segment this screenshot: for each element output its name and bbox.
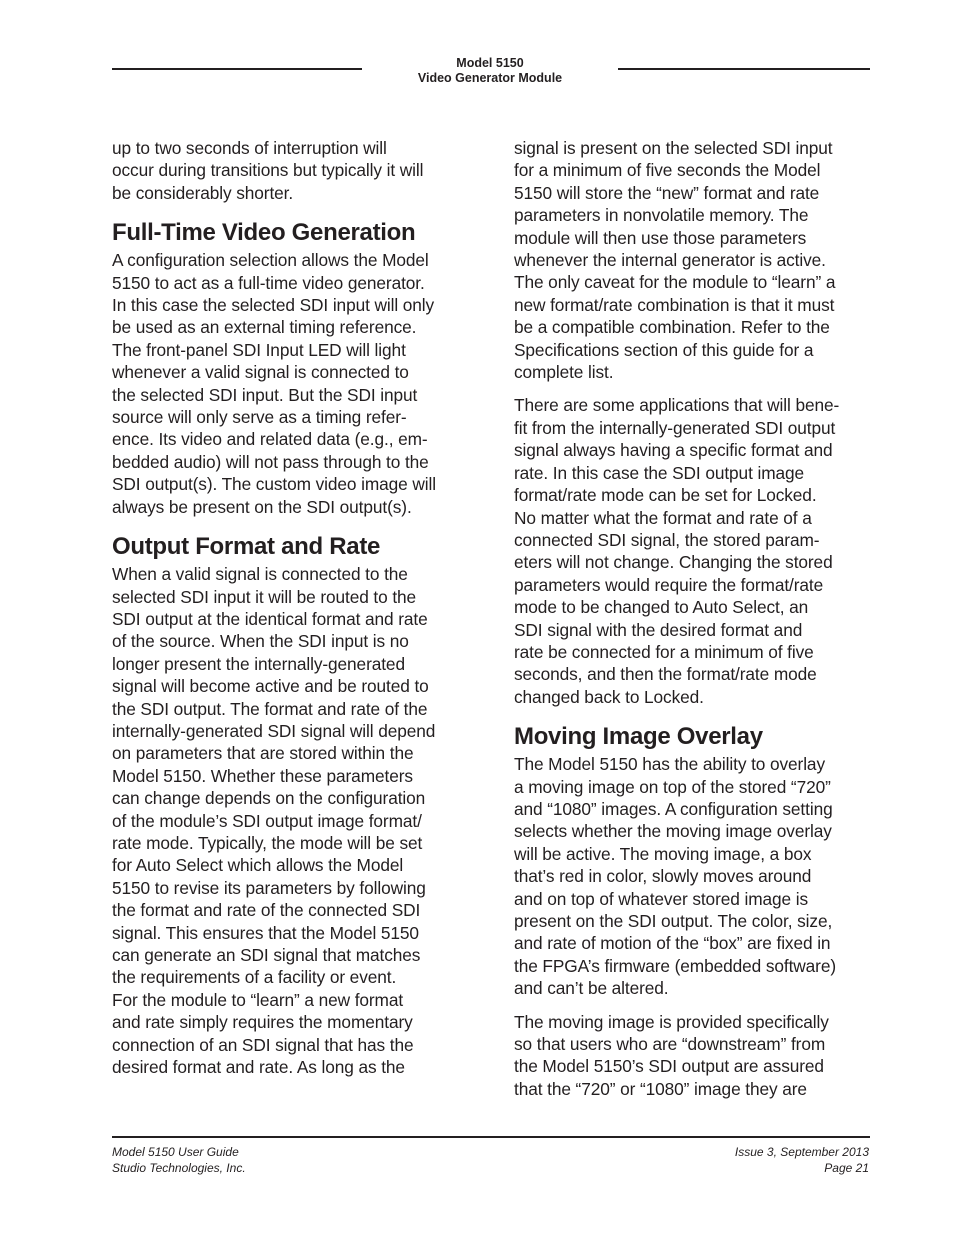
footer-guide-title: Model 5150 User Guide	[112, 1145, 239, 1159]
text-line: signal will become active and be routed to	[112, 676, 429, 697]
footer-rule	[112, 1136, 870, 1138]
text-line: the selected SDI input. But the SDI input	[112, 384, 418, 405]
header-rule-left	[112, 68, 362, 70]
text-line: selects whether the moving image overlay	[514, 821, 832, 842]
footer-page-number: Page 21	[824, 1161, 869, 1175]
text-line: selected SDI input it will be routed to the	[112, 586, 417, 607]
intro-paragraph	[112, 137, 472, 204]
text-line: a moving image on top of the stored “720”	[514, 776, 831, 797]
running-header	[362, 56, 618, 86]
moving-image-paragraph	[514, 753, 876, 999]
text-line: whenever a valid signal is connected to	[112, 362, 409, 383]
text-line: signal is present on the selected SDI input	[514, 138, 833, 158]
text-line: SDI output at the identical format and rate	[112, 608, 428, 629]
text-line: The moving image is provided specifically	[514, 1011, 829, 1032]
text-line: 5150 to act as a full-time video generator.	[112, 272, 425, 293]
heading-full-time-video-generation: Full-Time Video Generation	[112, 219, 416, 247]
downstream-paragraph	[514, 1011, 876, 1101]
text-line: changed back to Locked.	[514, 686, 704, 707]
text-line: and on top of whatever stored image is	[514, 888, 808, 909]
text-line: eters will not change. Changing the stored	[514, 552, 833, 573]
text-line: and rate of motion of the “box” are fixed in	[514, 933, 831, 954]
text-line: and “1080” images. A configuration setting	[514, 798, 833, 819]
text-line: No matter what the format and rate of a	[514, 507, 812, 528]
text-line: There are some applications that will bene-	[514, 395, 840, 416]
footer-company: Studio Technologies, Inc.	[112, 1161, 246, 1175]
text-line: up to two seconds of interruption will	[112, 138, 387, 158]
text-line: SDI output(s). The custom video image will	[112, 474, 436, 495]
footer-right	[735, 1144, 869, 1176]
text-line: parameters would require the format/rate	[514, 574, 824, 595]
text-line: The front-panel SDI Input LED will light	[112, 339, 406, 360]
text-line: the FPGA’s firmware (embedded software)	[514, 955, 837, 976]
text-line: for Auto Select which allows the Model	[112, 855, 404, 876]
text-line: fit from the internally-generated SDI output	[514, 417, 836, 438]
text-line: rate be connected for a minimum of five	[514, 641, 814, 662]
text-line: ence. Its video and related data (e.g., em-	[112, 429, 428, 450]
text-line: rate mode. Typically, the mode will be set	[112, 832, 423, 853]
text-line: The Model 5150 has the ability to overlay	[514, 754, 825, 775]
text-line: For the module to “learn” a new format	[112, 989, 404, 1010]
heading-output-format-and-rate: Output Format and Rate	[112, 533, 381, 561]
text-line: desired format and rate. As long as the	[112, 1057, 405, 1078]
text-line: be used as an external timing reference.	[112, 317, 417, 338]
text-line: Specifications section of this guide for a	[514, 339, 814, 360]
text-line: on parameters that are stored within the	[112, 743, 414, 764]
text-line: When a valid signal is connected to the	[112, 564, 408, 585]
text-line: and can’t be altered.	[514, 978, 669, 999]
text-line: parameters in nonvolatile memory. The	[514, 205, 809, 226]
text-line: so that users who are “downstream” from	[514, 1034, 826, 1055]
text-line: that the “720” or “1080” image they are	[514, 1078, 807, 1099]
text-line: format/rate mode can be set for Locked.	[514, 485, 817, 506]
text-line: signal. This ensures that the Model 5150	[112, 922, 419, 943]
text-line: be a compatible combination. Refer to the	[514, 317, 830, 338]
text-line: always be present on the SDI output(s).	[112, 496, 412, 517]
text-line: A configuration selection allows the Model	[112, 250, 429, 271]
text-line: signal always having a specific format and	[514, 440, 833, 461]
text-line: the requirements of a facility or event.	[112, 967, 397, 988]
full-time-video-paragraph	[112, 249, 472, 518]
text-line: longer present the internally-generated	[112, 653, 405, 674]
left-column	[112, 137, 472, 1078]
text-line: present on the SDI output. The color, size,	[514, 911, 833, 931]
learn-format-paragraph	[514, 137, 876, 383]
text-line: the Model 5150’s SDI output are assured	[514, 1056, 824, 1077]
output-format-paragraph	[112, 563, 472, 1078]
text-line: can generate an SDI signal that matches	[112, 945, 421, 965]
text-line: whenever the internal generator is active.	[514, 250, 826, 271]
text-line: for a minimum of five seconds the Model	[514, 160, 821, 181]
text-line: bedded audio) will not pass through to the	[112, 451, 429, 472]
text-line: can change depends on the configuration	[112, 788, 426, 809]
locked-mode-paragraph	[514, 394, 876, 708]
text-line: complete list.	[514, 362, 614, 383]
footer-issue: Issue 3, September 2013	[734, 1145, 869, 1159]
text-line: In this case the selected SDI input will only	[112, 295, 435, 316]
text-line: internally-generated SDI signal will depend	[112, 720, 436, 741]
text-line: occur during transitions but typically it will	[112, 160, 424, 181]
text-line: connected SDI signal, the stored param-	[514, 529, 820, 550]
text-line: the SDI output. The format and rate of the	[112, 698, 428, 719]
text-line: SDI signal with the desired format and	[514, 619, 803, 640]
header-rule-right	[618, 68, 870, 70]
text-line: new format/rate combination is that it must	[514, 294, 835, 315]
text-line: 5150 to revise its parameters by following	[112, 877, 426, 898]
text-line: 5150 will store the “new” format and rate	[514, 182, 820, 203]
text-line: the format and rate of the connected SDI	[112, 900, 421, 921]
text-line: will be active. The moving image, a box	[514, 843, 812, 864]
text-line: of the source. When the SDI input is no	[112, 631, 409, 652]
text-line: of the module’s SDI output image format/	[112, 810, 422, 831]
text-line: be considerably shorter.	[112, 182, 294, 203]
text-line: source will only serve as a timing refer-	[112, 407, 407, 428]
header-product: Video Generator Module	[417, 71, 563, 85]
text-line: The only caveat for the module to “learn” a	[514, 272, 836, 293]
footer-left	[112, 1144, 246, 1176]
text-line: connection of an SDI signal that has the	[112, 1034, 414, 1055]
text-line: seconds, and then the format/rate mode	[514, 664, 817, 685]
text-line: rate. In this case the SDI output image	[514, 462, 805, 483]
right-column	[514, 137, 876, 1100]
text-line: module will then use those parameters	[514, 227, 807, 248]
header-model: Model 5150	[456, 56, 524, 70]
text-line: that’s red in color, slowly moves around	[514, 866, 812, 887]
heading-moving-image-overlay: Moving Image Overlay	[514, 723, 763, 751]
text-line: and rate simply requires the momentary	[112, 1012, 413, 1033]
text-line: Model 5150. Whether these parameters	[112, 765, 413, 786]
text-line: mode to be changed to Auto Select, an	[514, 597, 809, 618]
